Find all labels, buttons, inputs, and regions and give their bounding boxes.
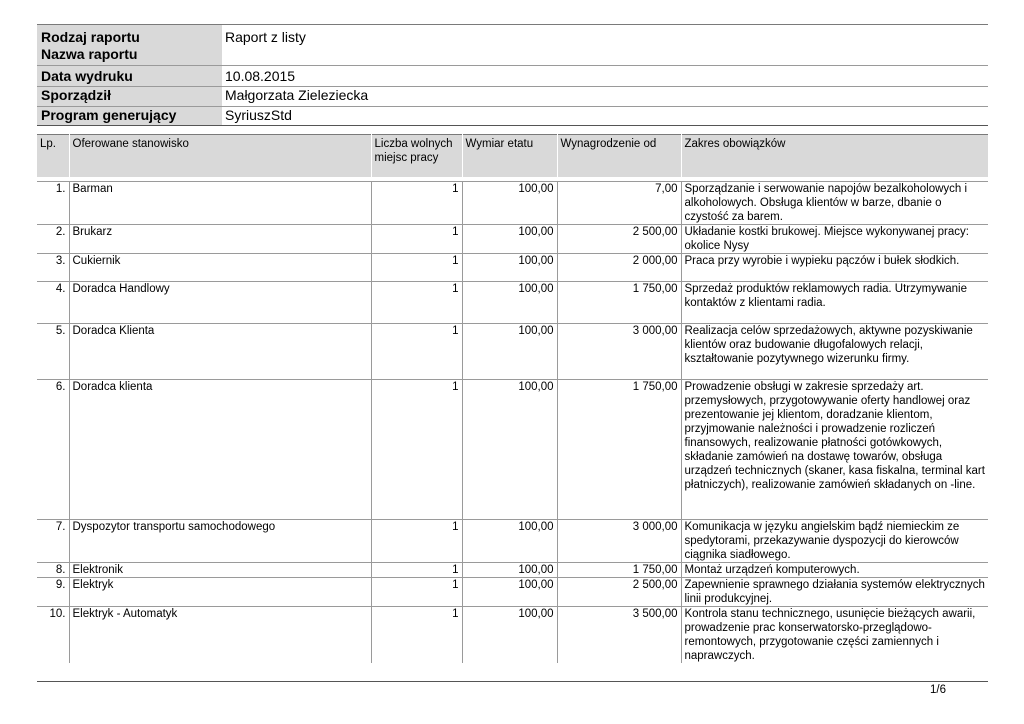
cell-lp: 8. <box>37 562 69 577</box>
cell-duties: Zapewnienie sprawnego działania systemów elektrycznych linii produkcyjnej. <box>681 577 988 606</box>
cell-salary: 7,00 <box>557 181 681 224</box>
cell-vacancies: 1 <box>371 253 462 281</box>
header-row-program <box>37 105 988 124</box>
footer-divider <box>37 681 988 682</box>
cell-position: Doradca klienta <box>69 379 371 519</box>
cell-lp: 4. <box>37 281 69 323</box>
report-header <box>37 24 988 126</box>
cell-fte: 100,00 <box>462 224 557 253</box>
cell-lp: 6. <box>37 379 69 519</box>
col-header-vacancies: Liczba wolnych miejsc pracy <box>371 135 462 177</box>
cell-salary: 2 000,00 <box>557 253 681 281</box>
header-row-author <box>37 85 988 104</box>
cell-position: Dyspozytor transportu samochodowego <box>69 519 371 562</box>
page-number: 1/6 <box>930 684 946 696</box>
header-label: Nazwa raportu <box>41 46 138 62</box>
cell-duties: Układanie kostki brukowej. Miejsce wykonywanej pracy: okolice Nysy <box>681 224 988 253</box>
cell-salary: 1 750,00 <box>557 562 681 577</box>
table-header-row <box>37 135 988 177</box>
cell-duties: Realizacja celów sprzedażowych, aktywne pozyskiwanie klientów oraz budowanie długofalowych relacji, kształtowanie pozytywnego wizerunku firmy. <box>681 323 988 379</box>
cell-fte: 100,00 <box>462 253 557 281</box>
cell-salary: 3 500,00 <box>557 606 681 663</box>
table-row <box>37 379 988 519</box>
header-label: Program generujący <box>41 107 177 123</box>
cell-duties: Montaż urządzeń komputerowych. <box>681 562 988 577</box>
col-header-fte: Wymiar etatu <box>462 135 557 177</box>
cell-lp: 3. <box>37 253 69 281</box>
cell-vacancies: 1 <box>371 224 462 253</box>
cell-position: Brukarz <box>69 224 371 253</box>
cell-lp: 5. <box>37 323 69 379</box>
cell-duties: Praca przy wyrobie i wypieku pączów i bułek słodkich. <box>681 253 988 281</box>
cell-position: Doradca Klienta <box>69 323 371 379</box>
table-row <box>37 577 988 606</box>
table-row <box>37 562 988 577</box>
table-row <box>37 253 988 281</box>
table-row <box>37 606 988 663</box>
cell-lp: 2. <box>37 224 69 253</box>
cell-vacancies: 1 <box>371 606 462 663</box>
table-row <box>37 224 988 253</box>
cell-fte: 100,00 <box>462 181 557 224</box>
cell-salary: 3 000,00 <box>557 323 681 379</box>
cell-salary: 2 500,00 <box>557 577 681 606</box>
cell-vacancies: 1 <box>371 181 462 224</box>
cell-lp: 1. <box>37 181 69 224</box>
cell-lp: 9. <box>37 577 69 606</box>
table-row <box>37 323 988 379</box>
cell-position: Doradca Handlowy <box>69 281 371 323</box>
header-row-date <box>37 66 988 85</box>
cell-salary: 1 750,00 <box>557 281 681 323</box>
cell-position: Elektronik <box>69 562 371 577</box>
table-row <box>37 281 988 323</box>
cell-fte: 100,00 <box>462 323 557 379</box>
header-label: Sporządził <box>41 87 112 103</box>
header-value: SyriuszStd <box>225 107 292 123</box>
cell-vacancies: 1 <box>371 323 462 379</box>
cell-position: Elektryk <box>69 577 371 606</box>
cell-duties: Sporządzanie i serwowanie napojów bezalkoholowych i alkoholowych. Obsługa klientów w barze, dbanie o czystość za barem. <box>681 181 988 224</box>
cell-vacancies: 1 <box>371 577 462 606</box>
cell-fte: 100,00 <box>462 519 557 562</box>
col-header-position: Oferowane stanowisko <box>69 135 371 177</box>
cell-fte: 100,00 <box>462 606 557 663</box>
cell-vacancies: 1 <box>371 562 462 577</box>
cell-fte: 100,00 <box>462 562 557 577</box>
cell-position: Cukiernik <box>69 253 371 281</box>
header-value: Małgorzata Zieleziecka <box>225 87 369 103</box>
table-row <box>37 519 988 562</box>
cell-vacancies: 1 <box>371 519 462 562</box>
col-header-duties: Zakres obowiązków <box>681 135 988 177</box>
cell-fte: 100,00 <box>462 577 557 606</box>
col-header-lp: Lp. <box>37 135 69 177</box>
cell-duties: Komunikacja w języku angielskim bądź niemieckim ze spedytorami, przekazywanie dyspozycji do kierowców ciągnika siadłowego. <box>681 519 988 562</box>
cell-position: Elektryk - Automatyk <box>69 606 371 663</box>
cell-duties: Sprzedaż produktów reklamowych radia. Utrzymywanie kontaktów z klientami radia. <box>681 281 988 323</box>
header-row-name <box>37 44 988 63</box>
cell-duties: Prowadzenie obsługi w zakresie sprzedaży art. przemysłowych, przygotowywanie oferty handlowej oraz prezentowanie jej klientom, doradzanie klientom, przyjmowanie należności i prowadzenie rozliczeń finansowych, realizowanie płatności gotówkowych, składanie zamówień na dostawę towarów, obsługa urządzeń technicznych (skaner, kasa fiskalna, terminal kart płatniczych), realizowanie zamówień składanych on -line. <box>681 379 988 519</box>
cell-salary: 3 000,00 <box>557 519 681 562</box>
header-label: Rodzaj raportu <box>41 29 140 45</box>
col-header-salary: Wynagrodzenie od <box>557 135 681 177</box>
cell-salary: 2 500,00 <box>557 224 681 253</box>
cell-vacancies: 1 <box>371 379 462 519</box>
cell-lp: 10. <box>37 606 69 663</box>
header-value: 10.08.2015 <box>225 68 296 84</box>
cell-duties: Kontrola stanu technicznego, usunięcie bieżących awarii, prowadzenie prac konserwatorsko-przeglądowo-remontowych, przygotowanie części zamiennych i naprawczych. <box>684 607 976 662</box>
job-offers-table <box>37 134 988 663</box>
table-row <box>37 181 988 224</box>
cell-fte: 100,00 <box>462 379 557 519</box>
cell-lp: 7. <box>37 519 69 562</box>
cell-vacancies: 1 <box>371 281 462 323</box>
cell-fte: 100,00 <box>462 281 557 323</box>
cell-salary: 1 750,00 <box>557 379 681 519</box>
cell-position: Barman <box>69 181 371 224</box>
header-label: Data wydruku <box>41 68 133 84</box>
header-value: Raport z listy <box>225 29 306 45</box>
